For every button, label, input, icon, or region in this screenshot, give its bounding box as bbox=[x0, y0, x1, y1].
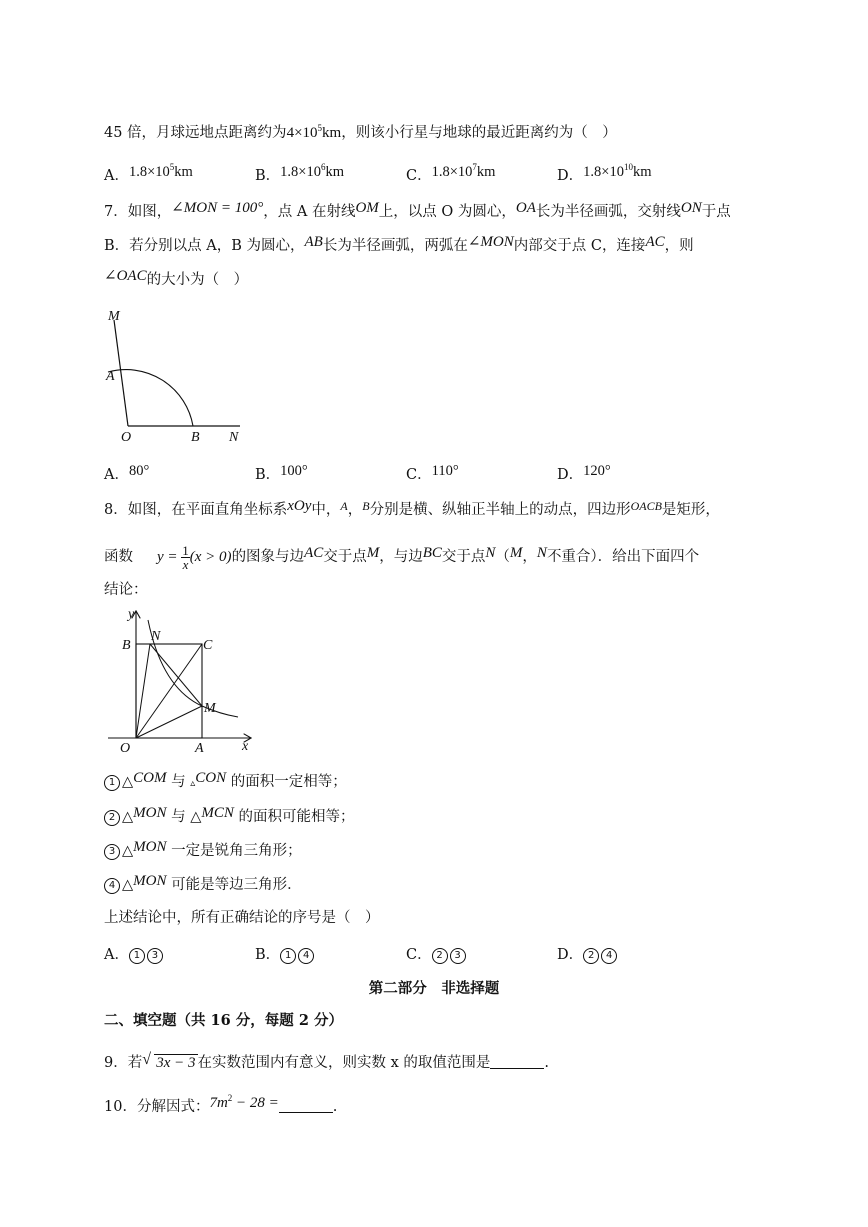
q8-line-3: 结论： bbox=[104, 582, 148, 598]
q7-label-b: B bbox=[191, 430, 200, 445]
q8-option-c[interactable]: C． 2 3 bbox=[406, 943, 468, 964]
q7-line-2: B．若分别以点 A，B 为圆心，AB长为半径画弧，两弧在∠MON内部交于点 C，连接AC，则 bbox=[104, 234, 694, 254]
q8-statement-4: 4 △MON 可能是等边三角形． bbox=[104, 875, 302, 895]
q7-label-a: A bbox=[106, 369, 115, 384]
q8-label-a: A bbox=[195, 741, 204, 756]
q7-option-a[interactable]: A．80° bbox=[104, 463, 150, 483]
q6-option-c[interactable]: C．$1.8\times 10^7km$ bbox=[406, 162, 496, 184]
q8-label-x: x bbox=[242, 739, 249, 754]
q8-question: 上述结论中，所有正确结论的序号是（ ） bbox=[104, 910, 380, 926]
q8-option-b[interactable]: B． 1 4 bbox=[255, 943, 316, 964]
q8-label-c: C bbox=[203, 638, 213, 653]
q8-statement-1: 1 △COM 与 ▵CON 的面积一定相等； bbox=[104, 772, 347, 794]
section-title: 二、填空题（共 16 分，每题 2 分） bbox=[104, 1012, 343, 1029]
q9-answer-blank[interactable] bbox=[490, 1054, 544, 1069]
q7-figure bbox=[100, 300, 260, 450]
q10: 10．分解因式：$7m^2 - 28$ = . bbox=[104, 1093, 338, 1115]
q8-option-d[interactable]: D． 2 4 bbox=[557, 943, 619, 964]
q9-radical: √ 3x − 3 bbox=[142, 1051, 196, 1071]
q8-label-y: y bbox=[128, 607, 135, 622]
q8-function: y = $\frac{1}{x}$ (x > 0) bbox=[157, 543, 232, 572]
q10-expression: $7m^2 - 28$ = bbox=[209, 1093, 279, 1111]
q7-line-3: ∠OAC的大小为（ ） bbox=[104, 268, 249, 288]
q7-option-c[interactable]: C．110° bbox=[406, 463, 459, 483]
q8-label-o: O bbox=[120, 741, 131, 756]
q9: 9．若 √ 3x − 3 在实数范围内有意义，则实数 x 的取值范围是 . bbox=[104, 1051, 550, 1071]
q6-continuation: 45 倍，月球远地点距离约为$4\times 10^5km$，则该小行星与地球的最近距离约为（ ） bbox=[104, 123, 617, 141]
q7-option-d[interactable]: D．120° bbox=[557, 463, 611, 483]
q8-statement-3: 3 △MON 一定是锐角三角形； bbox=[104, 841, 302, 861]
q8-line-2: 函数 y = $\frac{1}{x}$ (x > 0)的图象与边AC交于点M，与边BC交于点N（M，N不重合）．给出下面四个 bbox=[104, 543, 700, 572]
q7-label-n: N bbox=[229, 430, 239, 445]
q8-figure bbox=[100, 600, 260, 760]
q6-option-b[interactable]: B．$1.8\times 10^6km$ bbox=[255, 162, 344, 184]
part-title: 第二部分 非选择题 bbox=[368, 980, 500, 997]
q7-label-o: O bbox=[121, 430, 132, 445]
q8-option-a[interactable]: A． 1 3 bbox=[104, 943, 165, 964]
q6-option-d[interactable]: D．$1.8\times 10^{10}km$ bbox=[557, 162, 652, 184]
q8-label-b: B bbox=[122, 638, 131, 653]
q6-text: 45 倍，月球远地点距离约为 bbox=[104, 125, 287, 141]
q10-answer-blank[interactable] bbox=[279, 1098, 333, 1113]
q8-line-1: 8．如图，在平面直角坐标系xOy中，$^A$，$^B$分别是横、纵轴正半轴上的动点，四边形$^{OACB}$是矩形， bbox=[104, 498, 720, 518]
q8-label-m: M bbox=[204, 701, 216, 716]
q7-option-b[interactable]: B．100° bbox=[255, 463, 308, 483]
q6-option-a[interactable]: A．$1.8\times 10^5km$ bbox=[104, 162, 193, 184]
q8-statement-2: 2 △MON 与 △MCN 的面积可能相等； bbox=[104, 807, 355, 827]
q8-label-n: N bbox=[151, 629, 161, 644]
q7-label-m: M bbox=[108, 309, 120, 324]
q6-distance: $4\times 10^5km$ bbox=[286, 123, 342, 141]
q7-line-1: 7．如图，∠MON = 100°，点 A 在射线OM上，以点 O 为圆心，OA长为半径画弧，交射线ON于点 bbox=[104, 200, 731, 220]
